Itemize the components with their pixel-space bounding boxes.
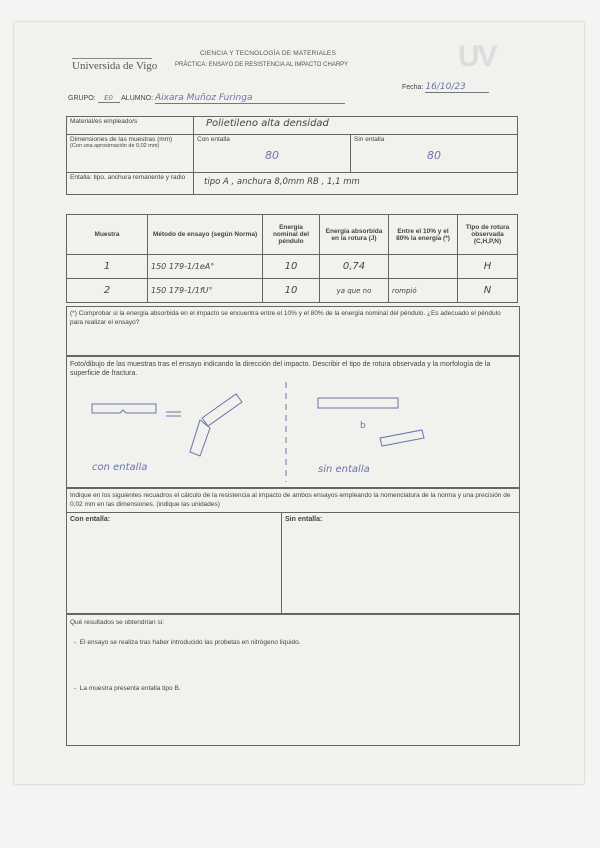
question-1 xyxy=(74,638,504,647)
university-logo: Universida de Vigo xyxy=(72,60,158,72)
material-label: Material/es empleado/s xyxy=(67,117,194,135)
material-value: Polietileno alta densidad xyxy=(194,117,518,135)
row-nominal: 10 xyxy=(263,279,320,303)
university-watermark: UV xyxy=(458,40,496,73)
dimensions-cell xyxy=(67,135,194,173)
header-tipo: Tipo de rotura observada (C,H,P,N) xyxy=(458,215,518,255)
date-line xyxy=(402,82,489,93)
bullet: - xyxy=(74,639,77,646)
logo-rule xyxy=(72,58,152,59)
row-nominal: 10 xyxy=(263,255,320,279)
specimen-sketch-bar xyxy=(318,398,398,408)
row-absorbida: ya que no xyxy=(320,279,389,303)
calc-con-box xyxy=(66,512,282,614)
row-absorbida: 0,74 xyxy=(320,255,389,279)
con-entalla-cell xyxy=(194,135,351,173)
question-2 xyxy=(74,684,504,693)
bent-specimen-sketch xyxy=(380,430,424,446)
row-metodo: 150 179-1/1fU° xyxy=(148,279,263,303)
grupo-label: GRUPO: xyxy=(68,95,96,102)
caption-sin-entalla: sin entalla xyxy=(318,464,370,475)
arrow-sketch xyxy=(166,412,181,416)
dimensions-label: Dimensiones de las muestras (mm) xyxy=(70,136,173,143)
impact-mark: b xyxy=(360,421,366,431)
sin-entalla-label: Sin entalla xyxy=(354,136,385,143)
unbroken-specimen-sketch xyxy=(92,404,156,413)
header-entre: Entre el 10% y el 80% la energía (*) xyxy=(389,215,458,255)
calc-sin-box xyxy=(281,512,520,614)
alumno-label: ALUMNO: xyxy=(121,95,154,102)
entalla-value: tipo A , anchura 8,0mm RB , 1,1 mm xyxy=(194,173,518,195)
calc-con-label: Con entalla: xyxy=(70,516,111,523)
question-2-text: La muestra presenta entalla tipo B. xyxy=(79,685,181,692)
table-row xyxy=(67,255,518,279)
row-muestra: 2 xyxy=(67,279,148,303)
caption-con-entalla: con entalla xyxy=(92,462,148,473)
table-row xyxy=(67,279,518,303)
sin-entalla-cell xyxy=(351,135,518,173)
fragment-sketch xyxy=(202,394,242,426)
header-absorbida: Energía absorbida en la rotura (J) xyxy=(320,215,389,255)
row-entre xyxy=(389,255,458,279)
practice-title: PRÁCTICA: ENSAYO DE RESISTENCIA AL IMPACTO CHARPY xyxy=(175,62,349,68)
results-table xyxy=(66,214,518,303)
header-metodo: Método de ensayo (según Norma) xyxy=(148,215,263,255)
calc-instruction: Indique en los siguientes recuadros el cálculo de la resistencia al impacto de ambos ensayos empleando la nomenclatura de la norma y una precisión de 0,02 mm en las dimensiones. (indique las unidades) xyxy=(70,492,511,508)
alumno-value: Aixara Muñoz Furinga xyxy=(155,93,345,104)
energy-note: (*) Comprobar si la energía absorbida en el impacto se encuentra entre el 10% y el 80% de la energía nominal del péndulo. ¿Es adecuado el péndulo para realizar el ensayo? xyxy=(70,310,501,326)
material-table xyxy=(66,116,518,195)
student-line xyxy=(68,93,345,104)
questions-box xyxy=(66,614,520,746)
row-metodo: 150 179-1/1eA° xyxy=(148,255,263,279)
entalla-label: Entalla: tipo, anchura remanente y radio xyxy=(67,173,194,195)
question-1-text: El ensayo se realiza tras haber introducido las probetas en nitrógeno líquido. xyxy=(79,639,301,646)
calc-sin-label: Sin entalla: xyxy=(285,516,323,523)
dimensions-note: (Con una aproximación de 0,02 mm) xyxy=(70,143,160,149)
fragment-sketch xyxy=(190,420,210,456)
course-title: CIENCIA Y TECNOLOGÍA DE MATERIALES xyxy=(200,50,336,57)
questions-intro: Qué resultados se obtendrían si: xyxy=(70,619,164,626)
grupo-value: E0 xyxy=(98,94,120,103)
con-entalla-value: 80 xyxy=(265,149,279,162)
row-muestra: 1 xyxy=(67,255,148,279)
header-muestra: Muestra xyxy=(67,215,148,255)
header-nominal: Energía nominal del péndulo xyxy=(263,215,320,255)
fecha-label: Fecha: xyxy=(402,84,424,91)
row-entre: rompió xyxy=(389,279,458,303)
con-entalla-label: Con entalla xyxy=(197,136,230,143)
row-tipo: H xyxy=(458,255,518,279)
sin-entalla-value: 80 xyxy=(427,149,441,162)
row-tipo: N xyxy=(458,279,518,303)
fecha-value: 16/10/23 xyxy=(425,82,489,93)
drawing-instruction: Foto/dibujo de las muestras tras el ensayo indicando la dirección del impacto. Describir el tipo de rotura observada y la morfología de la superficie de fractura. xyxy=(70,361,491,377)
bullet: - xyxy=(74,685,77,692)
